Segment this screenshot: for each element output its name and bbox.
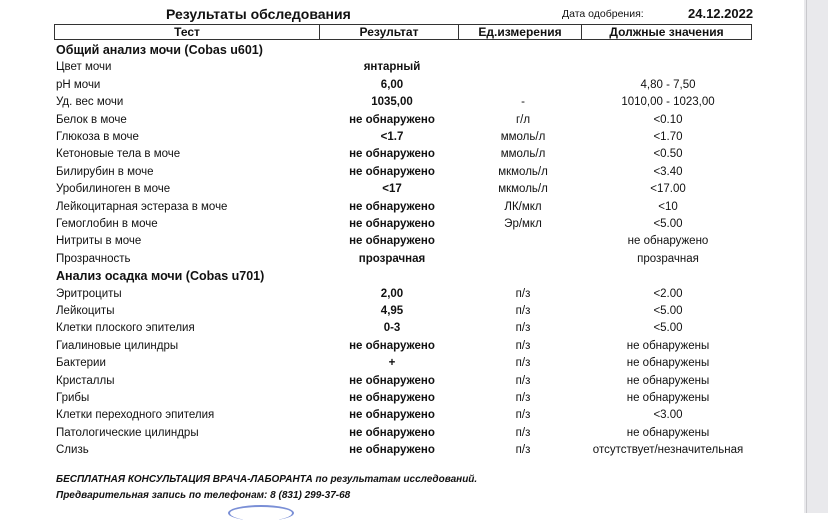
unit-value: мкмоль/л — [498, 165, 548, 178]
section-title: Общий анализ мочи (Cobas u601) — [56, 43, 263, 57]
table-row — [0, 355, 760, 372]
test-name: Клетки переходного эпителия — [56, 409, 215, 422]
reference-value: 4,80 - 7,50 — [640, 78, 696, 91]
table-row — [0, 94, 760, 111]
table-row — [0, 320, 760, 337]
column-header-unit: Ед.измерения — [458, 25, 582, 40]
result-value: 1035,00 — [371, 96, 413, 109]
result-value: не обнаружено — [349, 392, 435, 404]
reference-value: не обнаружены — [626, 374, 710, 387]
unit-value: п/з — [515, 374, 531, 387]
table-row — [0, 181, 760, 198]
unit-value: ммоль/л — [500, 148, 546, 161]
result-value: 4,95 — [380, 305, 404, 317]
result-value: не обнаружено — [349, 148, 435, 161]
test-name: Клетки плоского эпителия — [56, 322, 195, 335]
reference-value: 1010,00 - 1023,00 — [621, 96, 715, 109]
section-title: Анализ осадка мочи (Cobas u701) — [56, 269, 265, 284]
test-name: pH мочи — [56, 78, 101, 91]
stamp-mark — [228, 505, 294, 521]
reference-value: не обнаружены — [626, 339, 710, 352]
test-name: Цвет мочи — [56, 61, 112, 74]
test-name: Бактерии — [56, 357, 106, 370]
reference-value: <17.00 — [650, 183, 686, 196]
reference-value: не обнаружены — [626, 357, 710, 370]
table-row — [0, 338, 760, 355]
test-name: Билирубин в моче — [56, 165, 154, 178]
unit-value: мкмоль/л — [498, 183, 548, 196]
unit-value: п/з — [515, 409, 531, 422]
unit-value: п/з — [515, 305, 531, 317]
reference-value: отсутствует/незначительная — [592, 444, 744, 457]
approval-date-label: Дата одобрения: — [562, 8, 644, 20]
unit-value: г/л — [515, 113, 531, 126]
reference-value: <3.00 — [653, 409, 683, 422]
test-name: Грибы — [56, 392, 90, 404]
table-row — [0, 129, 760, 146]
table-row — [0, 216, 760, 233]
unit-value: ммоль/л — [500, 131, 546, 143]
reference-value: <5.00 — [653, 305, 683, 317]
unit-value: Эр/мкл — [504, 218, 542, 230]
result-value: 6,00 — [380, 78, 404, 91]
column-header-result: Результат — [319, 25, 459, 40]
reference-value: не обнаружено — [627, 235, 709, 248]
table-row — [0, 442, 760, 459]
test-name: Эритроциты — [56, 287, 122, 300]
result-value: прозрачная — [358, 252, 426, 265]
table-row — [0, 164, 760, 181]
reference-value: <5.00 — [653, 322, 683, 335]
column-header-norm: Должные значения — [581, 25, 752, 40]
result-value: не обнаружено — [349, 444, 435, 457]
table-row — [0, 390, 760, 407]
result-value: не обнаружено — [349, 426, 435, 439]
test-name: Лейкоцитарная эстераза в моче — [56, 200, 228, 213]
unit-value: п/з — [515, 444, 531, 457]
table-row — [0, 146, 760, 163]
table-row — [0, 199, 760, 216]
test-name: Уд. вес мочи — [56, 96, 124, 109]
table-row — [0, 303, 760, 320]
table-row — [0, 233, 760, 250]
table-row — [0, 112, 760, 129]
reference-value: не обнаружены — [626, 392, 710, 404]
reference-value: <3.40 — [653, 165, 683, 178]
test-name: Гемоглобин в моче — [56, 218, 158, 230]
result-value: не обнаружено — [349, 200, 435, 213]
test-name: Лейкоциты — [56, 305, 115, 317]
result-value: не обнаружено — [349, 165, 435, 178]
test-name: Уробилиноген в моче — [56, 183, 171, 196]
reference-value: <2.00 — [653, 287, 683, 300]
test-name: Слизь — [56, 444, 89, 457]
table-row — [0, 251, 760, 268]
reference-value: <0.10 — [653, 113, 683, 126]
result-value: + — [388, 357, 396, 370]
reference-value: <10 — [658, 200, 678, 213]
test-name: Прозрачность — [56, 252, 131, 265]
test-name: Гиалиновые цилиндры — [56, 339, 179, 352]
unit-value: п/з — [515, 339, 531, 352]
column-header-test: Тест — [54, 25, 320, 40]
unit-value: п/з — [515, 392, 531, 404]
result-value: не обнаружено — [349, 409, 435, 422]
report-title: Результаты обследования — [166, 6, 351, 22]
unit-value: п/з — [515, 287, 531, 300]
table-row — [0, 425, 760, 442]
table-row — [0, 373, 760, 390]
unit-value: п/з — [515, 322, 531, 335]
test-name: Кетоновые тела в моче — [56, 148, 181, 161]
reference-value: <5.00 — [653, 218, 683, 230]
table-row — [0, 407, 760, 424]
unit-value: п/з — [515, 426, 531, 439]
result-value: не обнаружено — [349, 339, 435, 352]
test-name: Патологические цилиндры — [56, 426, 199, 439]
test-name: Белок в моче — [56, 113, 127, 126]
test-name: Глюкоза в моче — [56, 131, 139, 143]
reference-value: не обнаружены — [626, 426, 710, 439]
result-value: 0-3 — [383, 322, 401, 335]
table-row — [0, 59, 760, 76]
result-value: не обнаружено — [349, 218, 435, 230]
result-value: <1.7 — [380, 131, 404, 143]
consultation-note: БЕСПЛАТНАЯ КОНСУЛЬТАЦИЯ ВРАЧА-ЛАБОРАНТА по результатам исследований. — [56, 474, 478, 485]
page-edge — [804, 0, 828, 513]
unit-value: ЛК/мкл — [504, 200, 542, 213]
result-value: не обнаружено — [349, 374, 435, 387]
phone-note: Предварительная запись по телефонам: 8 (831) 299-37-68 — [56, 490, 351, 501]
result-value: не обнаружено — [349, 113, 435, 126]
unit-value: - — [521, 96, 525, 109]
unit-value: п/з — [515, 357, 531, 370]
test-name: Кристаллы — [56, 374, 115, 387]
result-value: не обнаружено — [349, 235, 435, 248]
result-value: 2,00 — [380, 287, 404, 300]
approval-date-value: 24.12.2022 — [688, 6, 754, 21]
section-header — [0, 268, 760, 285]
reference-value: <0.50 — [653, 148, 683, 161]
section-header — [0, 42, 760, 59]
reference-value: прозрачная — [637, 252, 699, 265]
reference-value: <1.70 — [653, 131, 683, 143]
result-value: янтарный — [363, 61, 421, 74]
table-row — [0, 77, 760, 94]
result-value: <17 — [382, 183, 402, 196]
table-row — [0, 286, 760, 303]
test-name: Нитриты в моче — [56, 235, 142, 248]
